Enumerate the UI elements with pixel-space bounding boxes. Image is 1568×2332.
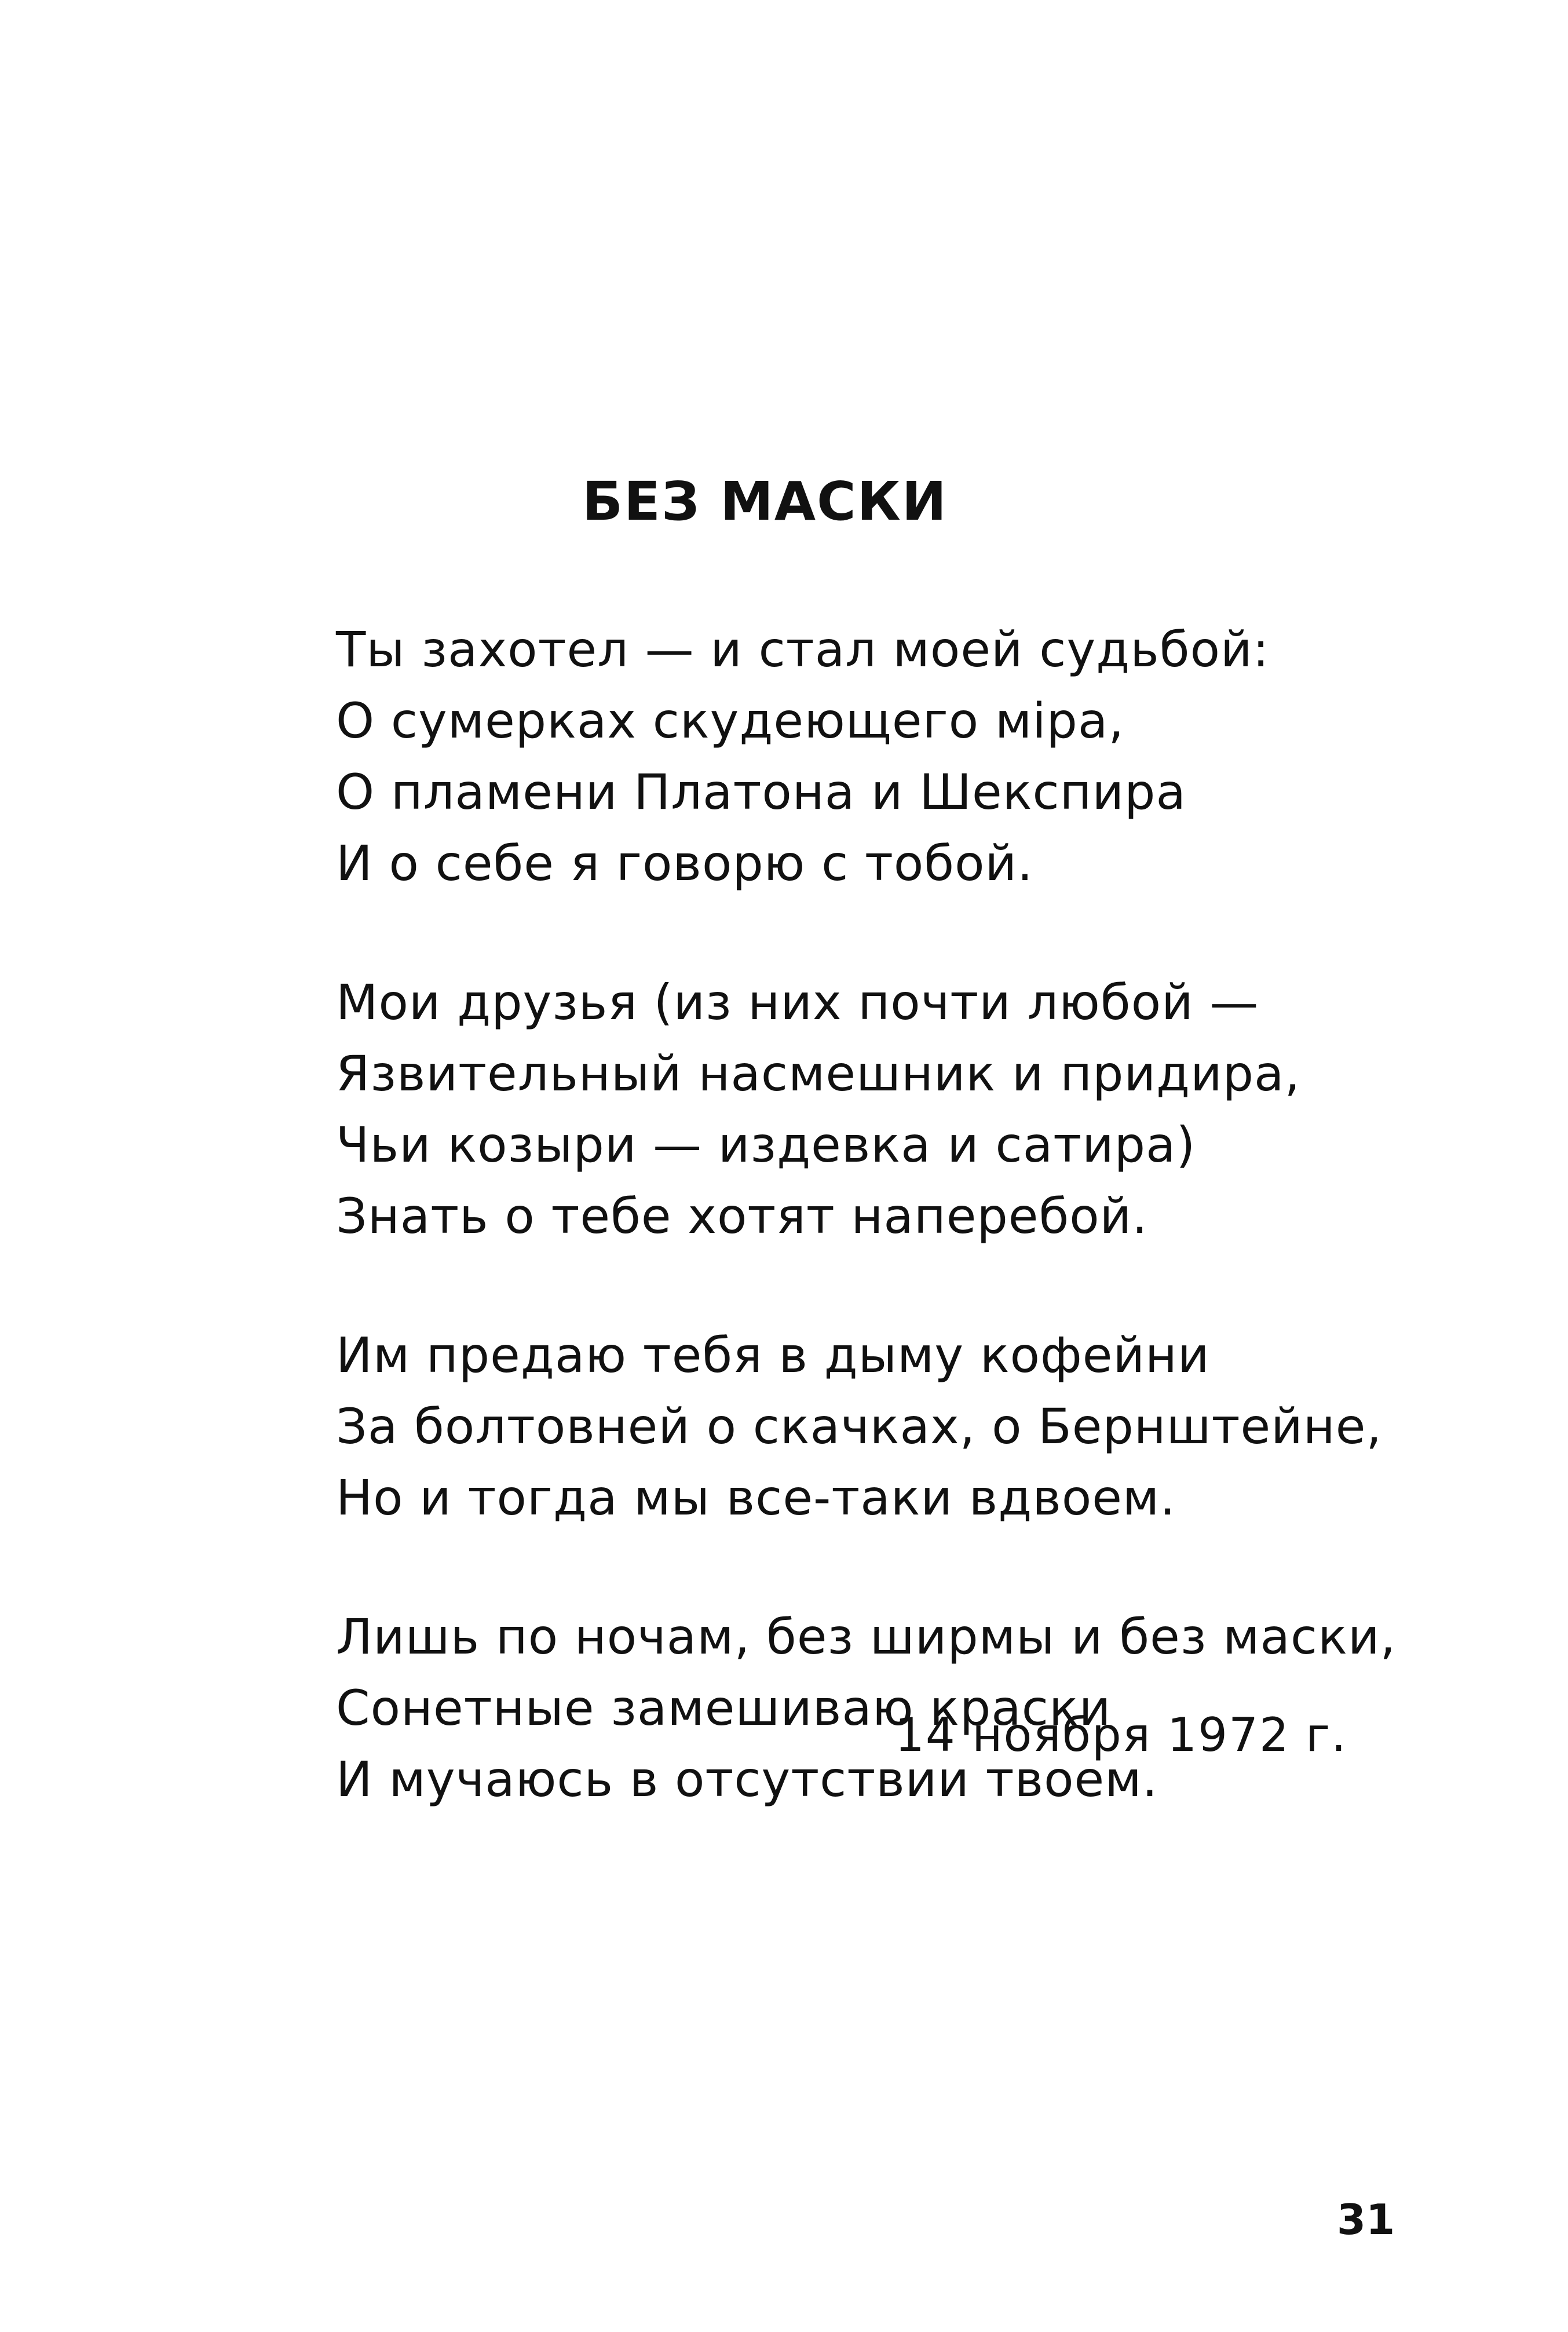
- poem-line: И о себе я говорю с тобой.: [336, 835, 1033, 892]
- poem-line: Им предаю тебя в дыму кофейни: [336, 1327, 1210, 1384]
- poem-line: За болтовней о скачках, о Бернштейне,: [336, 1398, 1383, 1455]
- poem-line: Чьи козыри — издевка и сатира): [336, 1116, 1196, 1173]
- poem-date: 14 ноября 1972 г.: [895, 1708, 1347, 1762]
- stanza-1: [336, 614, 1437, 899]
- poem-title: БЕЗ МАСКИ: [582, 470, 948, 532]
- poem-line: Но и тогда мы все-таки вдвоем.: [336, 1469, 1176, 1526]
- poem-line: Мои друзья (из них почти любой —: [336, 974, 1259, 1031]
- poem-line: Язвительный насмешник и придира,: [336, 1045, 1301, 1102]
- poem-line: Сонетные замешиваю краски: [336, 1680, 1112, 1736]
- poem-line: О пламени Платона и Шекспира: [336, 764, 1186, 820]
- stanza-3: [336, 1320, 1437, 1534]
- poem-body: [336, 614, 1437, 1883]
- poem-line: Знать о тебе хотят наперебой.: [336, 1188, 1148, 1245]
- poem-line: Лишь по ночам, без ширмы и без маски,: [336, 1608, 1397, 1665]
- poem-line: И мучаюсь в отсутствии твоем.: [336, 1751, 1158, 1808]
- poem-line: О сумерках скудеющего міра,: [336, 692, 1125, 749]
- poem-line: Ты захотел — и стал моей судьбой:: [336, 621, 1270, 678]
- stanza-2: [336, 967, 1437, 1252]
- page-number: 31: [1337, 2195, 1395, 2244]
